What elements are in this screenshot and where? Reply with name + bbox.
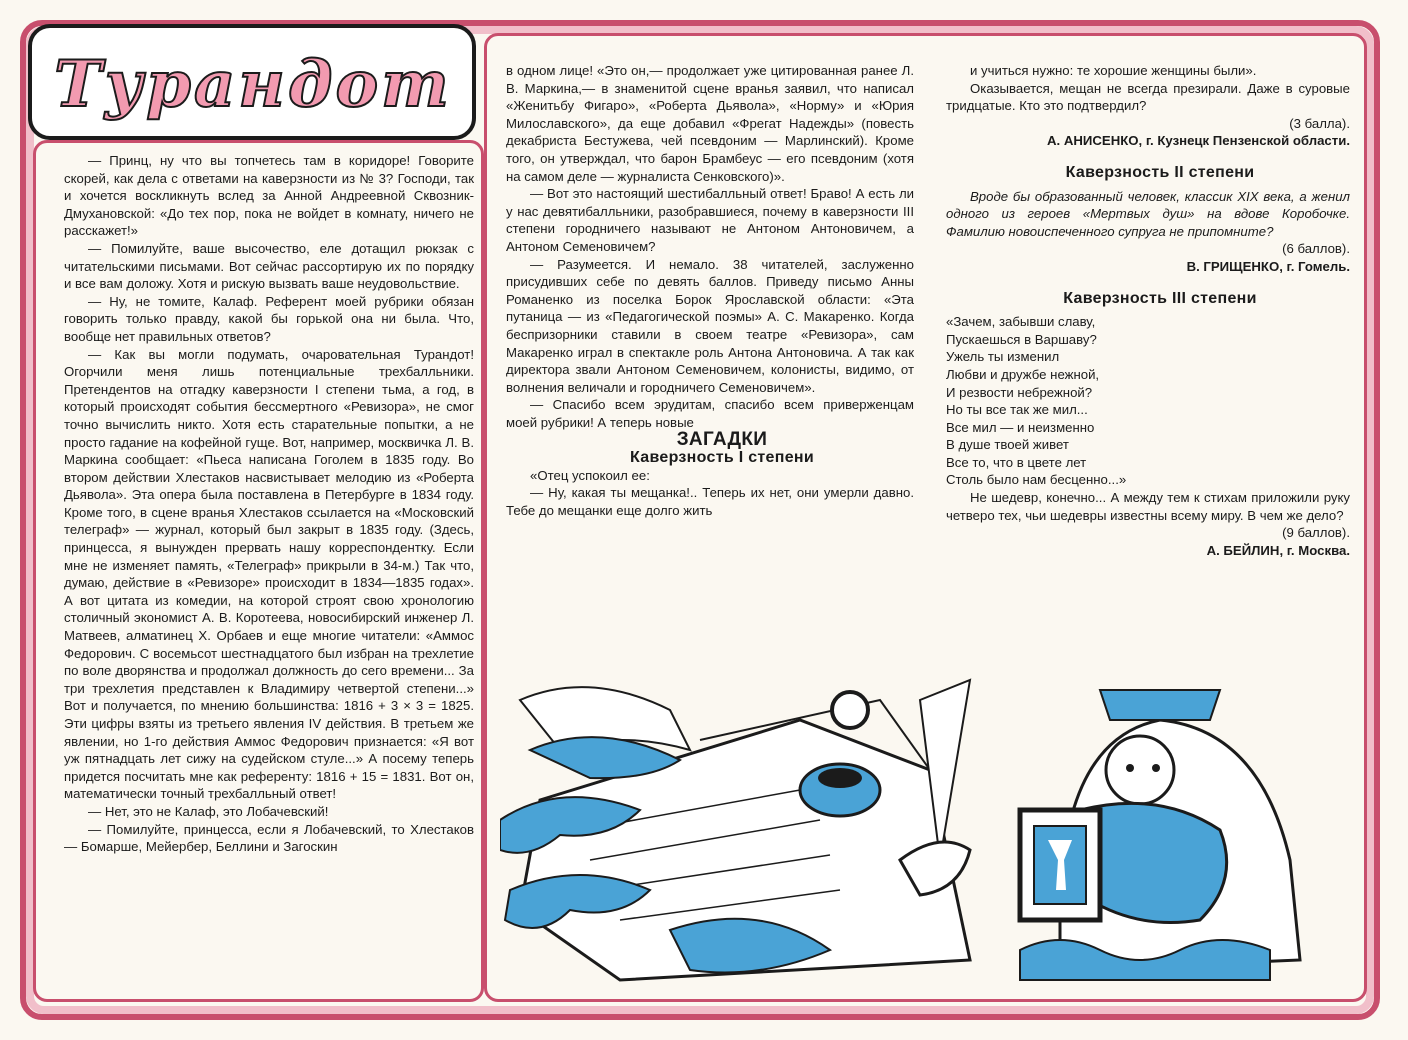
- riddle-text: и учиться нужно: те хорошие женщины были».: [970, 63, 1257, 78]
- paragraph: — Как вы могли подумать, очаровательная Турандот! Огорчили меня лишь потенциальные трехбалльники. Претендентов на отгадку каверзности I степени тьма, а год, в который происходят события бессмертного «Ревизора», не смог точно вычислить никто. Хотя есть старательные попытки, а не просто гадание на кофейной гуще. Вот, например, москвичка Л. В. Маркина сообщает: «Пьеса написана Гоголем в 1835 году. Во втором действии Хлестаков насвистывает мелодию из «Роберта Дьявола». Эта опера была поставлена в Петербурге в 1834 году. Кроме того, в сцене вранья Хлестаков ссылается на «Московский телеграф» — журнал, который был закрыт в 1835 году. (Здесь, принцесса, я вынужден прервать нашу корреспондентку. Если мне не изменяет память, «Телеграф» прикрыли в 34-м.) Так что, думаю, действие в «Ревизоре» происходит в 1834—1835 годах». А вот цитата из комедии, на которой строят свою хронологию столичный экономист А. В. Коротеева, новосибирский инженер Л. Матвеев, алматинец Х. Орбаев и еще многие читатели: «Аммос Федорович. С восемьсот шестнадцатого был избран на трехлетие по воле дворянства и продолжал должность до сего времени... За три трехлетия представлен к Владимиру четвертой степени...» Вот и получается, по мнению большинства: 1816 + 3 × 3 = 1825. Эти цифры взяты из третьего явления IV действия. В третьем же явлении, но 1-го действия Аммос Федорович признается: «Я вот уж пятнадцать лет сижу на судейском стуле...» А посему теперь придется посчитать мне как референту: 1816 + 15 = 1831. Вот он, математически точный трехбалльный ответ!: [64, 346, 474, 802]
- poem-line: Столь было нам бесценно...»: [946, 472, 1127, 488]
- paragraph: — Принц, ну что вы топчетесь там в коридоре! Говорите скорей, как дела с ответами на каверзности из № 3? Господи, так и хочется воскликнуть вслед за Анной Андреевной Сквозник-Дмухановской: «До тех пор, пока не войдет в комнату, ничего не расскажет!»: [64, 153, 474, 239]
- poem-line: В душе твоей живет: [946, 437, 1069, 453]
- paragraph: — Вот это настоящий шестибалльный ответ! Браво! А есть ли у нас девятибалльники, разобравшиеся, почему в каверзности III степени городничего называют не Антоном Антоновичем, а Антоном Семеновичем?: [506, 186, 914, 254]
- paragraph: — Помилуйте, принцесса, если я Лобачевский, то Хлестаков — Бомарше, Мейербер, Беллини и Загоскин: [64, 821, 474, 855]
- poem-line: И резвости небрежной?: [946, 384, 1093, 400]
- cartoon-illustration: [500, 660, 1320, 990]
- poem-line: Все мил — и неизменно: [946, 419, 1095, 435]
- section-heading: ЗАГАДКИ: [676, 429, 768, 451]
- signature: А. БЕЙЛИН, г. Москва.: [1206, 542, 1350, 558]
- poem-line: Любви и дружбе нежной,: [946, 366, 1100, 382]
- column-3: [946, 62, 1350, 559]
- column-2: [506, 62, 914, 519]
- subheading-level-2: Каверзность II степени: [1065, 163, 1255, 181]
- subheading-level-3: Каверзность III степени: [1063, 289, 1257, 307]
- riddle-text: Оказывается, мещан не всегда презирали. Даже в суровые тридцатые. Кто это подтвердил?: [946, 80, 1350, 114]
- riddle-text: Не шедевр, конечно... А между тем к стихам приложили руку четверо тех, чьи шедевры известны всему миру. В чем же дело?: [946, 490, 1350, 523]
- paragraph: в одном лице! «Это он,— продолжает уже цитированная ранее Л. В. Маркина,— в знаменитой сцене вранья заявил, что написал «Женитьбу Фигаро», «Роберта Дьявола», «Норму» и «Юрия Милославского», да еще добавил «Фрегат Надежды» (повесть декабриста Бестужева, чей псевдоним — Марлинский). Кроме того, он утверждал, что барон Брамбеус — его псевдоним (хотя на самом деле — журналиста Сенковского)».: [506, 63, 914, 184]
- riddle-text: «Отец успокоил ее:: [530, 467, 650, 483]
- paragraph: — Ну, не томите, Калаф. Референт моей рубрики обязан говорить только правду, какой бы горькой она ни была. Что, вообще нет правильных ответов?: [64, 293, 474, 344]
- poem-line: «Зачем, забывши славу,: [946, 314, 1096, 330]
- subheading-level-1: Каверзность I степени: [629, 449, 815, 467]
- points: (3 балла).: [1289, 115, 1350, 131]
- points: (9 баллов).: [1282, 525, 1350, 541]
- riddle-text: — Ну, какая ты мещанка!.. Теперь их нет, они умерли давно. Тебе до мещанки еще долго жить: [506, 485, 914, 518]
- page-title: Турандот: [54, 46, 452, 122]
- paragraph: — Разумеется. И немало. 38 читателей, заслуженно присудивших себе по девять баллов. Приведу письмо Анны Романенко из поселка Борок Ярославской области: «Эта путаница — из «Педагогической поэмы» А. С. Макаренко. Когда беспризорники ставили в своем театре «Ревизора», сам Макаренко играл в спектакле роль Антона Антоновича. А так как директора звали Антоном Семеновичем, колонисты, видимо, от волнения величали и городничего Семеновичем».: [506, 256, 914, 395]
- column-1: [64, 152, 474, 856]
- poem-line: Все то, что в цвете лет: [946, 454, 1087, 470]
- poem-line: Пускаешься в Варшаву?: [946, 331, 1097, 347]
- riddle-text: Вроде бы образованный человек, классик XIX века, а женил одного из героев «Мертвых душ» на вдове Коробочке. Фамилию новоиспеченного супруга не припомните?: [946, 188, 1350, 239]
- poem: [946, 313, 1350, 489]
- paragraph: — Помилуйте, ваше высочество, еле дотащил рюкзак с читательскими письмами. Вот сейчас рассортирую их по порядку и все вам доложу. Хотя и рискую вызвать ваше неудовольствие.: [64, 240, 474, 292]
- signature: В. ГРИЩЕНКО, г. Гомель.: [1186, 258, 1350, 274]
- poem-line: Ужель ты изменил: [946, 349, 1060, 365]
- paragraph: — Нет, это не Калаф, это Лобачевский!: [88, 803, 329, 819]
- paragraph: — Спасибо всем эрудитам, спасибо всем приверженцам моей рубрики! А теперь новые: [506, 397, 914, 430]
- poem-line: Но ты все так же мил...: [946, 402, 1088, 418]
- points: (6 баллов).: [1282, 241, 1350, 257]
- signature: А. АНИСЕНКО, г. Кузнецк Пензенской области.: [1047, 133, 1350, 149]
